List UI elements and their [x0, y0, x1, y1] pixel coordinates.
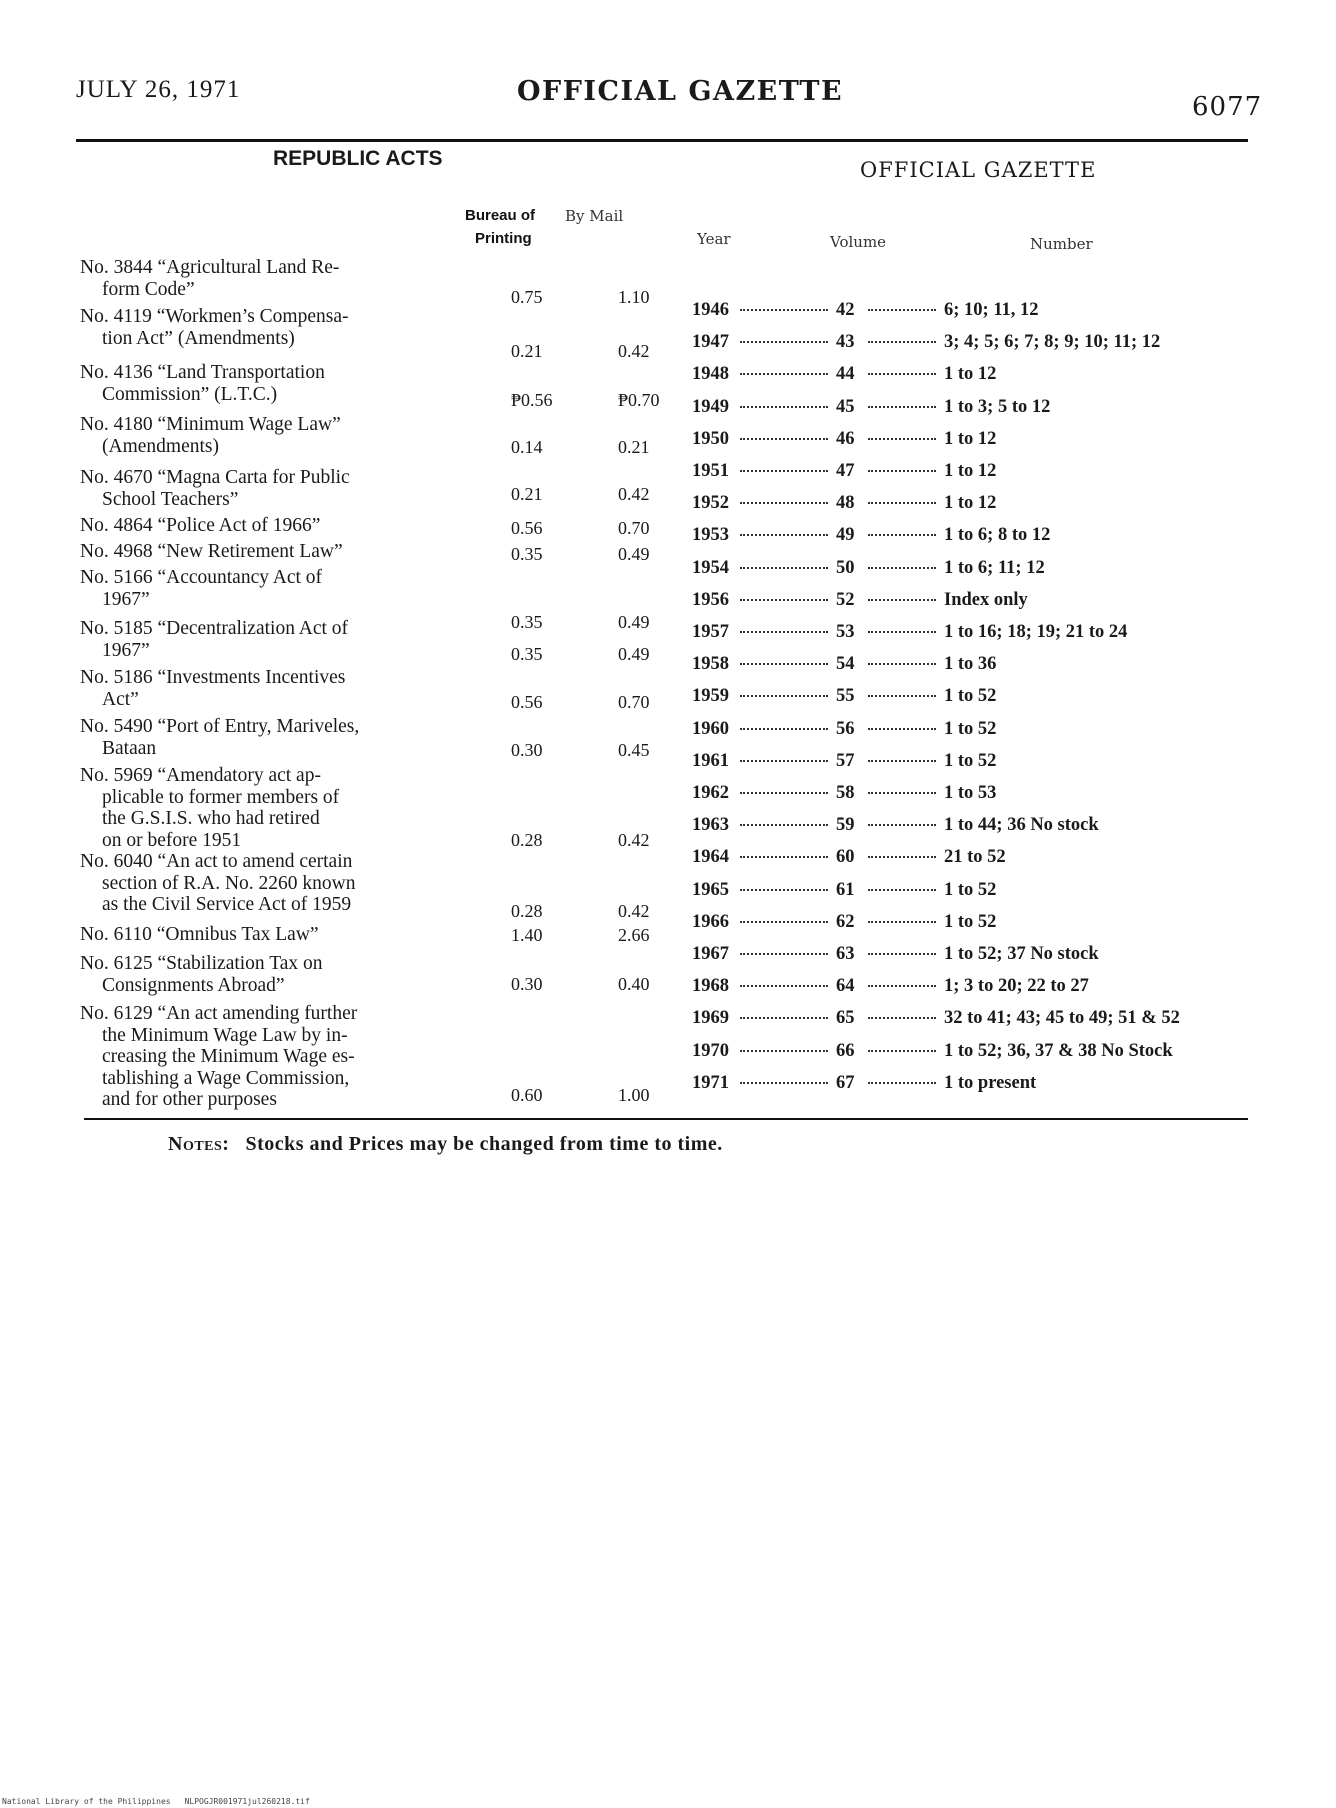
bureau-price: 0.28: [511, 830, 543, 850]
gazette-row: [692, 880, 996, 901]
act-line: No. 5186 “Investments Incentives: [80, 667, 346, 688]
gazette-volume: 55: [836, 686, 855, 707]
gazette-volume: 52: [836, 589, 855, 610]
mail-price: 0.70: [618, 518, 650, 538]
act-line: form Code”: [102, 278, 195, 300]
bureau-price: 0.28: [511, 901, 543, 921]
gazette-numbers: 1; 3 to 20; 22 to 27: [944, 976, 1089, 997]
gazette-volume: 61: [836, 879, 855, 900]
gazette-numbers: 21 to 52: [944, 847, 1006, 868]
issue-date: JULY 26, 1971: [76, 76, 241, 103]
gazette-year: 1958: [692, 654, 729, 675]
gazette-volume: 56: [836, 718, 855, 739]
gazette-row: [692, 364, 996, 385]
act-line: tablishing a Wage Commission,: [102, 1067, 350, 1089]
notes: [168, 1133, 723, 1156]
gazette-volume: 60: [836, 847, 855, 868]
gazette-year: 1969: [692, 1008, 729, 1029]
mail-price: 0.42: [618, 830, 650, 850]
leader-dots: [740, 534, 828, 536]
gazette-row: [692, 461, 996, 482]
act-line: and for other purposes: [102, 1089, 277, 1110]
act-entry: [80, 362, 442, 405]
gazette-volume: 46: [836, 428, 855, 449]
leader-dots: [868, 760, 936, 762]
gazette-row: [692, 429, 996, 450]
leader-dots: [868, 856, 936, 858]
leader-dots: [868, 985, 936, 987]
leader-dots: [740, 631, 828, 633]
gazette-row: [692, 912, 996, 933]
leader-dots: [740, 953, 828, 955]
scan-footer: [2, 1797, 324, 1806]
gazette-year: 1971: [692, 1072, 729, 1093]
leader-dots: [868, 663, 936, 665]
leader-dots: [868, 953, 936, 955]
leader-dots: [740, 1082, 828, 1084]
gazette-numbers: 1 to 12: [944, 493, 997, 514]
act-entry: [80, 851, 442, 916]
gazette-year: 1962: [692, 783, 729, 803]
leader-dots: [868, 631, 936, 633]
act-entry: [80, 716, 442, 759]
gazette-volume: 54: [836, 654, 855, 675]
gazette-volume: 66: [836, 1040, 855, 1061]
act-line: tion Act” (Amendments): [102, 327, 295, 349]
gazette-row: [692, 783, 996, 804]
gazette-volume: 59: [836, 815, 855, 836]
gazette-row: [692, 976, 1089, 997]
leader-dots: [868, 792, 936, 794]
gazette-numbers: 1 to 52: [944, 686, 997, 707]
mail-price: 1.00: [618, 1085, 650, 1105]
gazette-volume: 47: [836, 461, 855, 481]
leader-dots: [868, 470, 936, 472]
act-entry: [80, 515, 442, 537]
gazette-numbers: 1 to 6; 8 to 12: [944, 525, 1051, 546]
gazette-numbers: 32 to 41; 43; 45 to 49; 51 & 52: [944, 1008, 1180, 1029]
leader-dots: [740, 438, 828, 440]
col-by-mail-label: By Mail: [565, 207, 624, 225]
gazette-numbers: 1 to 12: [944, 428, 997, 449]
gazette-numbers: 1 to 52: [944, 911, 997, 932]
leader-dots: [740, 985, 828, 987]
gazette-year: 1949: [692, 396, 729, 417]
gazette-numbers: 1 to 16; 18; 19; 21 to 24: [944, 622, 1128, 642]
leader-dots: [740, 921, 828, 923]
col-number-label: Number: [1030, 235, 1093, 253]
act-entry: [80, 257, 442, 300]
gazette-numbers: 1 to 12: [944, 364, 997, 385]
mail-price: 0.40: [618, 974, 650, 994]
gazette-row: [692, 493, 996, 514]
gazette-row: [692, 1041, 1173, 1062]
leader-dots: [868, 1017, 936, 1019]
gazette-numbers: 1 to 52: [944, 718, 997, 739]
leader-dots: [740, 502, 828, 504]
bureau-price: 0.56: [511, 518, 543, 538]
gazette-numbers: 3; 4; 5; 6; 7; 8; 9; 10; 11; 12: [944, 332, 1161, 353]
mail-price: 0.42: [618, 341, 650, 361]
bureau-price: 0.21: [511, 484, 543, 504]
act-line: No. 5185 “Decentralization Act of: [80, 618, 349, 639]
act-line: No. 5166 “Accountancy Act of: [80, 567, 323, 588]
col-printing-label: Printing: [475, 230, 532, 247]
leader-dots: [868, 824, 936, 826]
leader-dots: [740, 341, 828, 343]
act-entry: [80, 1003, 442, 1111]
act-line: Bataan: [102, 737, 157, 759]
gazette-year: 1948: [692, 364, 729, 385]
leader-dots: [868, 502, 936, 504]
mail-price: 2.66: [618, 925, 650, 945]
gazette-year: 1970: [692, 1040, 729, 1061]
mail-price: 0.49: [618, 644, 650, 664]
leader-dots: [740, 760, 828, 762]
gazette-year: 1954: [692, 557, 729, 578]
act-line: Commission” (L.T.C.): [102, 383, 278, 405]
gazette-volume: 65: [836, 1008, 855, 1029]
leader-dots: [740, 728, 828, 730]
gazette-row: [692, 751, 996, 772]
leader-dots: [868, 406, 936, 408]
act-line: No. 6110 “Omnibus Tax Law”: [80, 924, 319, 945]
gazette-year: 1963: [692, 815, 729, 836]
gazette-volume: 63: [836, 944, 855, 964]
act-line: creasing the Minimum Wage es-: [102, 1046, 355, 1067]
act-line: No. 6040 “An act to amend certain: [80, 851, 353, 872]
gazette-year: 1950: [692, 428, 729, 449]
gazette-row: [692, 944, 1099, 965]
gazette-year: 1956: [692, 589, 729, 610]
act-line: 1967”: [102, 588, 150, 610]
gazette-volume: 49: [836, 525, 855, 546]
bureau-price: 0.30: [511, 974, 543, 994]
gazette-volume: 62: [836, 911, 855, 932]
gazette-row: [692, 654, 996, 675]
act-entry: [80, 618, 442, 661]
mail-price: 0.21: [618, 437, 650, 457]
gazette-row: [692, 558, 1045, 579]
leader-dots: [740, 792, 828, 794]
leader-dots: [740, 663, 828, 665]
mail-price: 0.49: [618, 544, 650, 564]
gazette-volume: 48: [836, 493, 855, 514]
act-line: as the Civil Service Act of 1959: [102, 894, 352, 915]
gazette-volume: 58: [836, 783, 855, 803]
gazette-year: 1953: [692, 525, 729, 546]
gazette-year: 1961: [692, 750, 729, 771]
leader-dots: [740, 824, 828, 826]
gazette-row: [692, 686, 996, 707]
leader-dots: [740, 1017, 828, 1019]
leader-dots: [868, 567, 936, 569]
page-number: 6077: [1192, 92, 1263, 122]
gazette-row: [692, 847, 1006, 868]
act-line: section of R.A. No. 2260 known: [102, 872, 356, 894]
leader-dots: [868, 728, 936, 730]
gazette-volume: 50: [836, 557, 855, 578]
leader-dots: [740, 309, 828, 311]
gazette-volume: 45: [836, 396, 855, 417]
republic-acts-heading: REPUBLIC ACTS: [273, 147, 443, 170]
gazette-numbers: 6; 10; 11, 12: [944, 300, 1039, 320]
leader-dots: [868, 1082, 936, 1084]
footer-file: NLPOGJR001971jul260218.tif: [184, 1797, 310, 1806]
gazette-volume: 42: [836, 300, 855, 320]
leader-dots: [868, 889, 936, 891]
leader-dots: [868, 599, 936, 601]
act-entry: [80, 541, 442, 563]
gazette-row: [692, 332, 1160, 353]
bureau-price: 0.56: [511, 692, 543, 712]
gazette-numbers: 1 to 52; 37 No stock: [944, 944, 1099, 964]
act-line: School Teachers”: [102, 488, 239, 510]
act-entry: [80, 924, 442, 946]
gazette-numbers: 1 to 52; 36, 37 & 38 No Stock: [944, 1040, 1173, 1061]
act-line: No. 4864 “Police Act of 1966”: [80, 515, 321, 536]
act-line: the G.S.I.S. who had retired: [102, 808, 320, 829]
leader-dots: [868, 373, 936, 375]
gazette-year: 1959: [692, 686, 729, 707]
leader-dots: [740, 889, 828, 891]
gazette-year: 1951: [692, 461, 729, 481]
leader-dots: [868, 309, 936, 311]
act-entry: [80, 567, 442, 610]
act-entry: [80, 414, 442, 457]
leader-dots: [868, 341, 936, 343]
gazette-volume: 53: [836, 622, 855, 642]
act-line: No. 6129 “An act amending further: [80, 1003, 358, 1024]
official-gazette-heading: OFFICIAL GAZETTE: [860, 158, 1097, 182]
leader-dots: [740, 470, 828, 472]
bureau-price: 0.75: [511, 287, 543, 307]
gazette-volume: 64: [836, 976, 855, 997]
gazette-year: 1967: [692, 944, 729, 964]
bureau-price: 0.35: [511, 644, 543, 664]
bureau-price: 1.40: [511, 925, 543, 945]
footer-library: National Library of the Philippines: [2, 1797, 171, 1806]
bureau-price: 0.14: [511, 437, 543, 457]
gazette-numbers: 1 to 6; 11; 12: [944, 557, 1045, 578]
col-bureau-label: Bureau of: [465, 207, 536, 224]
mail-price: 1.10: [618, 287, 650, 307]
leader-dots: [868, 438, 936, 440]
leader-dots: [740, 599, 828, 601]
gazette-volume: 57: [836, 750, 855, 771]
act-line: No. 5969 “Amendatory act ap-: [80, 765, 321, 786]
bureau-price: 0.60: [511, 1085, 543, 1105]
gazette-year: 1947: [692, 332, 729, 353]
gazette-numbers: 1 to 36: [944, 654, 997, 675]
gazette-row: [692, 300, 1039, 321]
act-entry: [80, 667, 442, 710]
gazette-row: [692, 1073, 1036, 1094]
act-line: No. 4136 “Land Transportation: [80, 362, 325, 383]
notes-label: Notes:: [168, 1133, 230, 1155]
act-line: the Minimum Wage Law by in-: [102, 1024, 348, 1046]
gazette-row: [692, 397, 1050, 418]
gazette-numbers: 1 to 52: [944, 879, 997, 900]
gazette-volume: 44: [836, 364, 855, 385]
gazette-volume: 43: [836, 332, 855, 353]
notes-text: Stocks and Prices may be changed from time to time.: [245, 1133, 723, 1155]
gazette-numbers: 1 to 44; 36 No stock: [944, 815, 1099, 836]
act-line: on or before 1951: [102, 829, 242, 851]
leader-dots: [740, 373, 828, 375]
act-line: No. 4119 “Workmen’s Compensa-: [80, 306, 349, 327]
gazette-numbers: 1 to 53: [944, 783, 997, 803]
act-entry: [80, 467, 442, 510]
mail-price: 0.45: [618, 740, 650, 760]
act-line: 1967”: [102, 639, 150, 661]
act-line: Consignments Abroad”: [102, 974, 285, 996]
mail-price: 0.42: [618, 901, 650, 921]
leader-dots: [868, 921, 936, 923]
bureau-price: 0.35: [511, 612, 543, 632]
leader-dots: [740, 695, 828, 697]
mail-price: 0.49: [618, 612, 650, 632]
act-line: No. 5490 “Port of Entry, Mariveles,: [80, 716, 360, 737]
act-entry: [80, 306, 442, 349]
gazette-numbers: 1 to 3; 5 to 12: [944, 396, 1051, 417]
gazette-year: 1946: [692, 300, 729, 320]
gazette-year: 1965: [692, 879, 729, 900]
leader-dots: [740, 567, 828, 569]
leader-dots: [868, 1050, 936, 1052]
act-line: No. 4670 “Magna Carta for Public: [80, 467, 350, 488]
gazette-volume: 67: [836, 1072, 855, 1093]
gazette-row: [692, 815, 1099, 836]
act-entry: [80, 765, 442, 851]
gazette-row: [692, 525, 1050, 546]
act-line: (Amendments): [102, 435, 219, 457]
leader-dots: [740, 1050, 828, 1052]
act-line: No. 4180 “Minimum Wage Law”: [80, 414, 341, 435]
gazette-year: 1960: [692, 718, 729, 739]
table-bottom-rule: [84, 1118, 1248, 1120]
gazette-year: 1952: [692, 493, 729, 514]
act-line: Act”: [102, 688, 139, 710]
mail-price: 0.70: [618, 692, 650, 712]
act-line: No. 3844 “Agricultural Land Re-: [80, 257, 340, 278]
act-line: No. 4968 “New Retirement Law”: [80, 541, 343, 562]
gazette-numbers: 1 to 52: [944, 750, 997, 771]
gazette-row: [692, 622, 1127, 643]
bureau-price: 0.21: [511, 341, 543, 361]
act-entry: [80, 953, 442, 996]
gazette-title: OFFICIAL GAZETTE: [517, 76, 844, 107]
gazette-numbers: 1 to present: [944, 1072, 1037, 1093]
bureau-price: 0.35: [511, 544, 543, 564]
gazette-year: 1966: [692, 911, 729, 932]
col-year-label: Year: [697, 230, 731, 248]
gazette-numbers: Index only: [944, 589, 1028, 610]
mail-price: ₱0.70: [618, 390, 660, 410]
gazette-row: [692, 1008, 1180, 1029]
gazette-year: 1964: [692, 847, 729, 868]
act-line: No. 6125 “Stabilization Tax on: [80, 953, 323, 974]
leader-dots: [740, 856, 828, 858]
leader-dots: [868, 695, 936, 697]
bureau-price: ₱0.56: [511, 390, 553, 410]
gazette-year: 1968: [692, 976, 729, 997]
gazette-numbers: 1 to 12: [944, 461, 997, 481]
header-rule: [76, 139, 1248, 142]
gazette-row: [692, 590, 1028, 611]
leader-dots: [868, 534, 936, 536]
mail-price: 0.42: [618, 484, 650, 504]
leader-dots: [740, 406, 828, 408]
gazette-year: 1957: [692, 622, 729, 642]
gazette-row: [692, 719, 996, 740]
act-line: plicable to former members of: [102, 786, 340, 808]
bureau-price: 0.30: [511, 740, 543, 760]
col-volume-label: Volume: [830, 233, 887, 251]
